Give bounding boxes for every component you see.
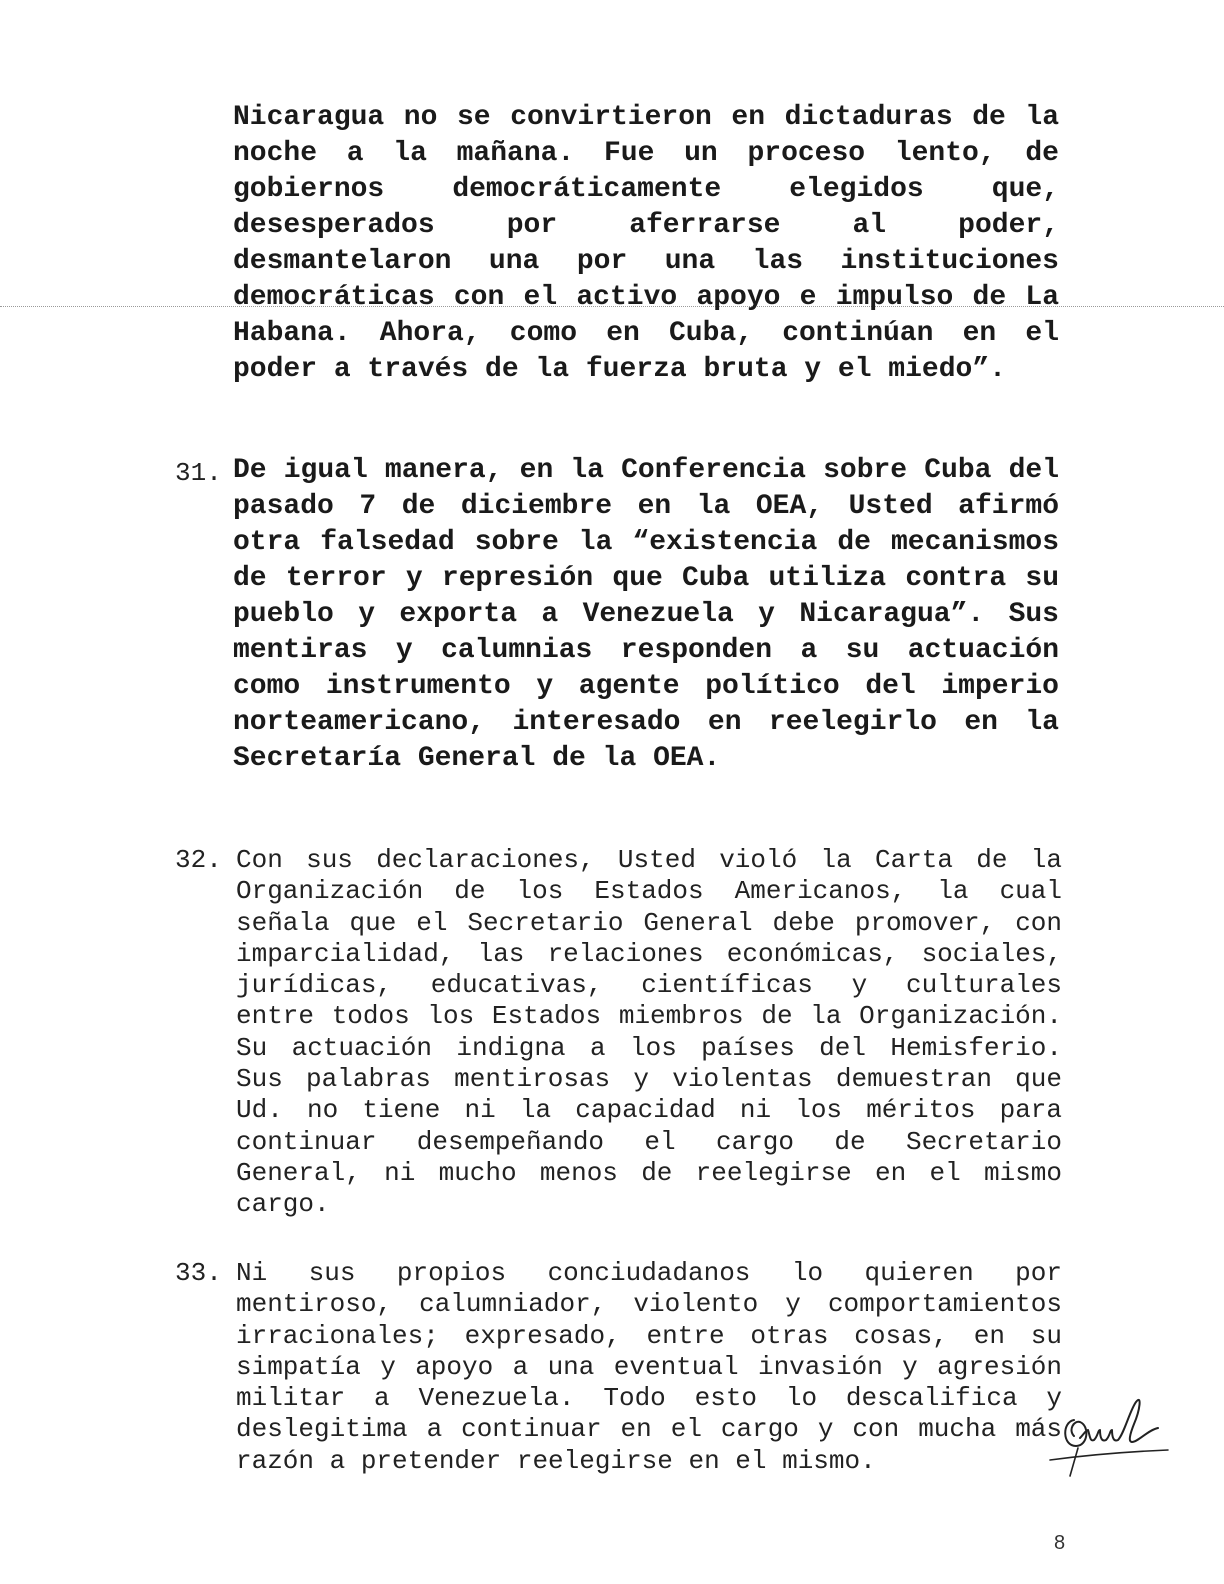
paragraph-32: Con sus declaraciones, Usted violó la Carta de la Organización de los Estados Americanos, la cual señala que el Secretario General debe promover, con imparcialidad, las relaciones económicas, sociales, jurídicas, educativas, científicas y culturales entre todos los Estados miembros de la Organización. Su actuación indigna a los países del Hemisferio. Sus palabras mentirosas y violentas demuestran que Ud. no tiene ni la capacidad ni los méritos para continuar desempeñando el cargo de Secretario General, ni mucho menos de reelegirse en el mismo cargo. (236, 845, 1062, 1220)
paragraph-number-31: 31. (175, 458, 222, 488)
paragraph-33: Ni sus propios conciudadanos lo quieren por mentiroso, calumniador, violento y comportamientos irracionales; expresado, entre otras cosas, en su simpatía y apoyo a una eventual invasión y agresión militar a Venezuela. Todo esto lo descalifica y deslegitima a continuar en el cargo y con mucha más razón a pretender reelegirse en el mismo. (236, 1258, 1062, 1476)
paragraph-number-33: 33. (175, 1258, 222, 1288)
paragraph-31: De igual manera, en la Conferencia sobre Cuba del pasado 7 de diciembre en la OEA, Usted afirmó otra falsedad sobre la “existencia de mecanismos de terror y represión que Cuba utiliza contra su pueblo y exporta a Venezuela y Nicaragua”. Sus mentiras y calumnias responden a su actuación como instrumento y agente político del imperio norteamericano, interesado en reelegirlo en la Secretaría General de la OEA. (233, 455, 1059, 774)
paragraph-number-32: 32. (175, 845, 222, 875)
page-number: 8 (1054, 1532, 1066, 1554)
continuation-paragraph: Nicaragua no se convirtieron en dictaduras de la noche a la mañana. Fue un proceso lento, de gobiernos democráticamente elegidos que, desesperados por aferrarse al poder, desmantelaron una por una las instituciones democráticas con el activo apoyo e impulso de La Habana. Ahora, como en Cuba, continúan en el poder a través de la fuerza bruta y el miedo”. (233, 102, 1059, 385)
handwritten-signature (1040, 1390, 1180, 1480)
